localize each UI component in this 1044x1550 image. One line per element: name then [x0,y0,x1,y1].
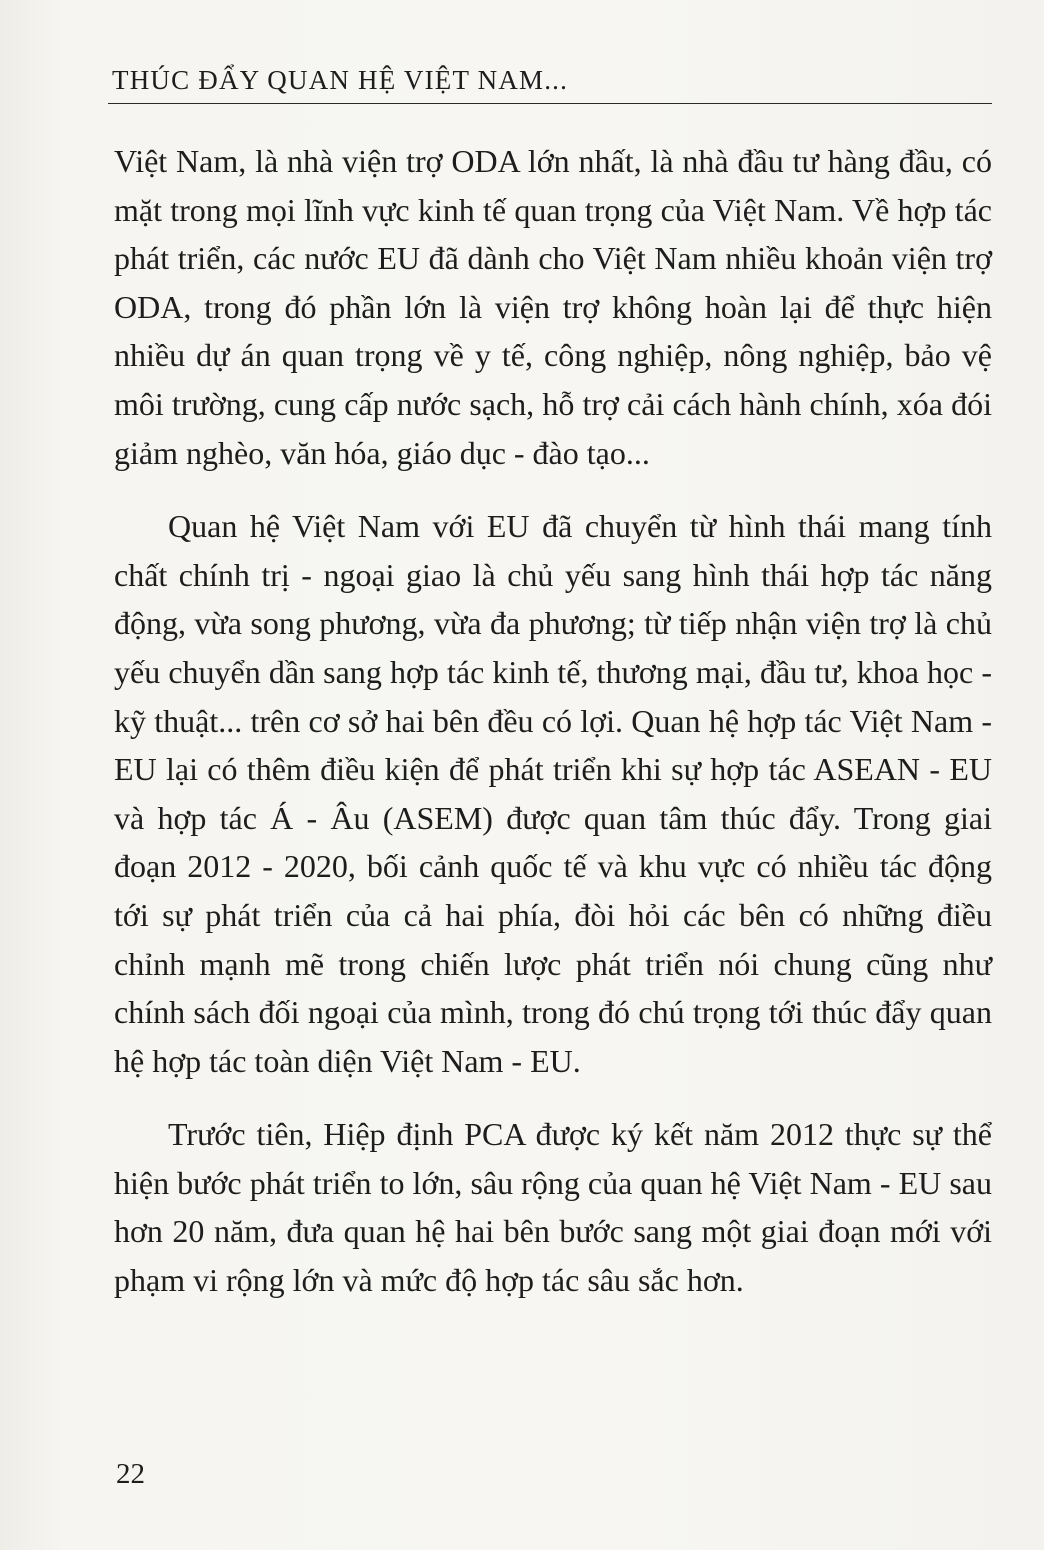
paragraph-continued: Việt Nam, là nhà viện trợ ODA lớn nhất, là nhà đầu tư hàng đầu, có mặt trong mọi lĩnh vực kinh tế quan trọng của Việt Nam. Về hợp tác phát triển, các nước EU đã dành cho Việt Nam nhiều khoản viện trợ ODA, trong đó phần lớn là viện trợ không hoàn lại để thực hiện nhiều dự án quan trọng về y tế, công nghiệp, nông nghiệp, bảo vệ môi trường, cung cấp nước sạch, hỗ trợ cải cách hành chính, xóa đói giảm nghèo, văn hóa, giáo dục - đào tạo... [114,143,992,471]
running-head-title: THÚC ĐẨY QUAN HỆ VIỆT NAM... [112,65,569,95]
paragraph: Trước tiên, Hiệp định PCA được ký kết năm 2012 thực sự thể hiện bước phát triển to lớn, sâu rộng của quan hệ Việt Nam - EU sau hơn 20 năm, đưa quan hệ hai bên bước sang một giai đoạn mới với phạm vi rộng lớn và mức độ hợp tác sâu sắc hơn. [114,1116,992,1299]
page-number: 22 [116,1458,145,1490]
paragraph: Quan hệ Việt Nam với EU đã chuyển từ hình thái mang tính chất chính trị - ngoại giao là chủ yếu sang hình thái hợp tác năng động, vừa song phương, vừa đa phương; từ tiếp nhận viện trợ là chủ yếu chuyển dần sang hợp tác kinh tế, thương mại, đầu tư, khoa học - kỹ thuật... trên cơ sở hai bên đều có lợi. Quan hệ hợp tác Việt Nam - EU lại có thêm điều kiện để phát triển khi sự hợp tác ASEAN - EU và hợp tác Á - Âu (ASEM) được quan tâm thúc đẩy. Trong giai đoạn 2012 - 2020, bối cảnh quốc tế và khu vực có nhiều tác động tới sự phát triển của cả hai phía, đòi hỏi các bên có những điều chỉnh mạnh mẽ trong chiến lược phát triển nói chung cũng như chính sách đối ngoại của mình, trong đó chú trọng tới thúc đẩy quan hệ hợp tác toàn diện Việt Nam - EU. [114,508,992,1079]
body-text [114,137,992,1305]
header-rule [108,103,992,104]
